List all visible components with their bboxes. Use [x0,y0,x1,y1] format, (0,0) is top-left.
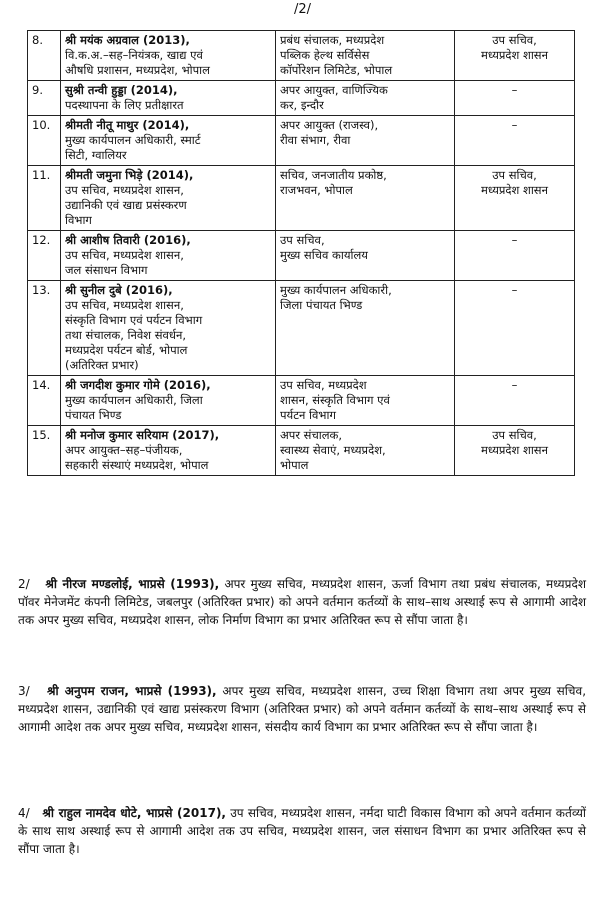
additional-charge [455,116,575,166]
officer-name: श्रीमती नीतू माथुर (2014), [65,118,190,132]
officer-current-post [61,426,276,476]
new-posting [276,166,455,231]
new-posting [276,31,455,81]
cur-line: मुख्य कार्यपालन अधिकारी, स्मार्ट [65,133,201,147]
paragraph-number: 3/ [18,684,30,698]
new-line: प्रबंध संचालक, मध्यप्रदेश [280,33,385,47]
table-row [28,426,575,476]
extra-line: मध्यप्रदेश शासन [481,183,548,197]
table-row [28,281,575,376]
new-line: अपर संचालक, [280,428,343,442]
additional-charge [455,81,575,116]
table-row [28,116,575,166]
extra-line: मध्यप्रदेश शासन [481,443,548,457]
serial-number: 11. [28,166,61,231]
paragraph-text: उप सचिव, मध्यप्रदेश शासन, नर्मदा घाटी विकास विभाग को अपने वर्तमान कर्तव्यों के साथ साथ अस्थाई रूप से आगामी आदेश तक उप सचिव, मध्यप्रदेश शासन, जल संसाधन विभाग का प्रभार अतिरिक्त रूप से सौंपा जाता है। [18,806,586,856]
officer-current-post [61,281,276,376]
new-posting [276,231,455,281]
table-row [28,376,575,426]
new-posting [276,81,455,116]
extra-line: – [511,283,518,297]
new-line: पब्लिक हेल्थ सर्विसेस [280,48,370,62]
serial-number: 9. [28,81,61,116]
cur-line: अपर आयुक्त–सह–पंजीयक, [65,443,183,457]
officer-name: श्री अनुपम राजन, भाप्रसे (1993), [47,684,217,698]
new-line: पर्यटन विभाग [280,408,336,422]
cur-line: सिटी, ग्वालियर [65,148,127,162]
extra-line: मध्यप्रदेश शासन [481,48,548,62]
officer-name: श्री राहुल नामदेव धोटे, भाप्रसे (2017), [42,806,226,820]
serial-number: 10. [28,116,61,166]
new-line: अपर आयुक्त (राजस्व), [280,118,379,132]
cur-line: उप सचिव, मध्यप्रदेश शासन, [65,248,184,262]
new-line: राजभवन, भोपाल [280,183,353,197]
officer-name: श्री जगदीश कुमार गोमे (2016), [65,378,211,392]
officer-name: श्री सुनील दुबे (2016), [65,283,173,297]
officer-current-post [61,166,276,231]
order-paragraph-2 [18,575,586,629]
new-posting [276,281,455,376]
new-line: उप सचिव, मध्यप्रदेश [280,378,367,392]
serial-number: 14. [28,376,61,426]
cur-line: विभाग [65,213,92,227]
extra-line: उप सचिव, [492,168,537,182]
officer-name: श्री नीरज मण्डलोई, भाप्रसे (1993), [45,577,220,591]
paragraph-number: 4/ [18,806,30,820]
paragraph-text: अपर मुख्य सचिव, मध्यप्रदेश शासन, ऊर्जा विभाग तथा प्रबंध संचालक, मध्यप्रदेश पॉवर मेनेजमेंट कंपनी लिमिटेड, जबलपुर (अतिरिक्त प्रभार) को अपने वर्तमान कर्तव्यों के साथ–साथ अस्थाई रूप से आगामी आदेश तक अपर मुख्य सचिव, मध्यप्रदेश शासन, लोक निर्माण विभाग का प्रभार अतिरिक्त रूप से सौंपा जाता है। [18,577,586,627]
new-line: जिला पंचायत भिण्ड [280,298,363,312]
additional-charge [455,231,575,281]
new-line: रीवा संभाग, रीवा [280,133,351,147]
new-posting [276,426,455,476]
officer-name: श्री आशीष तिवारी (2016), [65,233,191,247]
officer-name: श्रीमती जमुना भिड़े (2014), [65,168,194,182]
officer-current-post [61,376,276,426]
extra-line: – [511,118,518,132]
officer-current-post [61,31,276,81]
additional-charge [455,31,575,81]
cur-line: औषधि प्रशासन, मध्यप्रदेश, भोपाल [65,63,210,77]
cur-line: उद्यानिकी एवं खाद्य प्रसंस्करण [65,198,187,212]
cur-line: उप सचिव, मध्यप्रदेश शासन, [65,298,184,312]
cur-line: तथा संचालक, निवेश संवर्धन, [65,328,187,342]
additional-charge [455,376,575,426]
cur-line: उप सचिव, मध्यप्रदेश शासन, [65,183,184,197]
table-row [28,81,575,116]
paragraph-number: 2/ [18,577,30,591]
officer-current-post [61,231,276,281]
table-row [28,166,575,231]
officer-name: श्री मनोज कुमार सरियाम (2017), [65,428,220,442]
new-line: मुख्य कार्यपालन अधिकारी, [280,283,392,297]
new-posting [276,376,455,426]
cur-line: वि.क.अ.–सह–नियंत्रक, खाद्य एवं [65,48,203,62]
officer-name: श्री मयंक अग्रवाल (2013), [65,33,190,47]
cur-line: सहकारी संस्थाएं मध्यप्रदेश, भोपाल [65,458,209,472]
cur-line: मुख्य कार्यपालन अधिकारी, जिला [65,393,203,407]
table-row [28,31,575,81]
order-paragraph-4 [18,804,586,858]
additional-charge [455,281,575,376]
new-line: कर, इन्दौर [280,98,324,112]
new-line: कॉर्पोरेशन लिमिटेड, भोपाल [280,63,393,77]
new-posting [276,116,455,166]
order-paragraph-3 [18,682,586,736]
transfer-table [27,30,575,476]
additional-charge [455,426,575,476]
additional-charge [455,166,575,231]
cur-line: संस्कृति विभाग एवं पर्यटन विभाग [65,313,203,327]
cur-line: पंचायत भिण्ड [65,408,122,422]
paragraph-text: अपर मुख्य सचिव, मध्यप्रदेश शासन, उच्च शिक्षा विभाग तथा अपर मुख्य सचिव, मध्यप्रदेश शासन, उद्यानिकी एवं खाद्य प्रसंस्करण विभाग (अतिरिक्त प्रभार) को अपने वर्तमान कर्तव्यों के साथ–साथ अस्थाई रूप से आगामी आदेश तक अपर मुख्य सचिव, मध्यप्रदेश शासन, संसदीय कार्य विभाग का प्रभार अतिरिक्त रूप से सौंपा जाता है। [18,684,587,734]
cur-line: मध्यप्रदेश पर्यटन बोर्ड, भोपाल [65,343,188,357]
serial-number: 13. [28,281,61,376]
table-row [28,231,575,281]
cur-line: पदस्थापना के लिए प्रतीक्षारत [65,98,184,112]
page-number: /2/ [293,2,312,17]
serial-number: 12. [28,231,61,281]
extra-line: – [511,83,518,97]
serial-number: 15. [28,426,61,476]
serial-number: 8. [28,31,61,81]
officer-name: सुश्री तन्वी हुड्डा (2014), [65,83,178,97]
new-line: अपर आयुक्त, वाणिज्यिक [280,83,388,97]
new-line: स्वास्थ्य सेवाएं, मध्यप्रदेश, [280,443,386,457]
cur-line: (अतिरिक्त प्रभार) [65,358,139,372]
extra-line: – [511,233,518,247]
new-line: शासन, संस्कृति विभाग एवं [280,393,390,407]
officer-current-post [61,116,276,166]
extra-line: उप सचिव, [492,33,537,47]
transfer-table-body [28,31,575,476]
officer-current-post [61,81,276,116]
new-line: मुख्य सचिव कार्यालय [280,248,368,262]
cur-line: जल संसाधन विभाग [65,263,148,277]
new-line: सचिव, जनजातीय प्रकोष्ठ, [280,168,387,182]
new-line: भोपाल [280,458,309,472]
extra-line: उप सचिव, [492,428,537,442]
new-line: उप सचिव, [280,233,325,247]
extra-line: – [511,378,518,392]
